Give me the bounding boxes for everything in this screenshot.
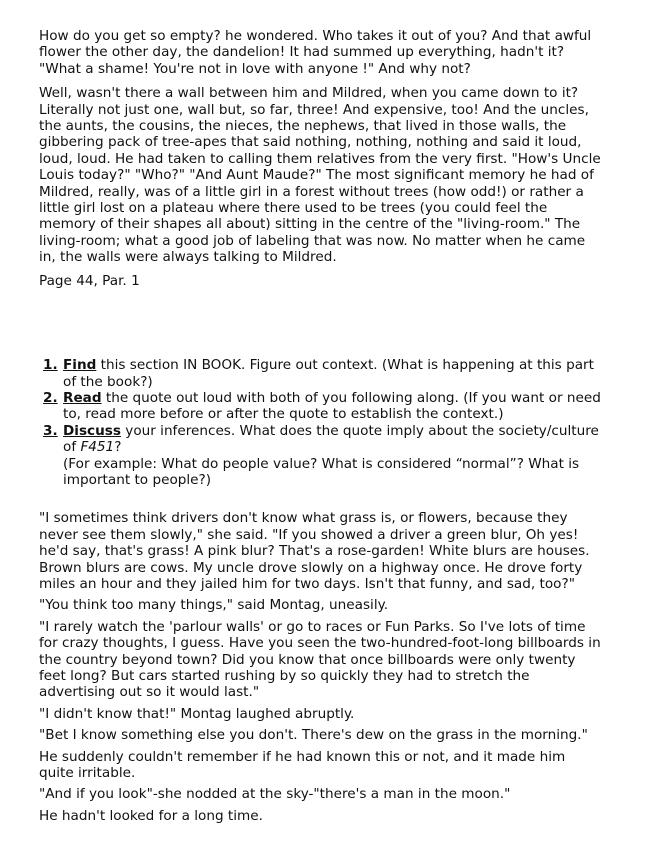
step-number: 1. [43,357,58,374]
step-text [63,390,629,423]
step-verb: Discuss [63,422,121,439]
step-number: 2. [43,389,58,406]
step-description: this section IN BOOK. Figure out context. (What is happening at this part of the book?) [63,357,594,390]
quote-paragraph-1: "I sometimes think drivers don't know what grass is, or flowers, because they never see them slowly," she said. "If you showed a driver a green blur, Oh yes! he'd say, that's grass! A pink blur? That's a rose-garden! White blurs are houses. Brown blurs are cows. My uncle drove slowly on a highway once. He drove forty miles an hour and they jailed him for two days. Isn't that funny, and sad, too?" [39,510,590,592]
instruction-step-1 [43,357,629,390]
page-reference: Page 44, Par. 1 [39,272,140,289]
quote-paragraph-8: He hadn't looked for a long time. [39,807,263,824]
quote-paragraph-4: "I didn't know that!" Montag laughed abruptly. [39,705,355,722]
step-description-end: ? [114,439,122,456]
step-text [63,357,629,390]
quote-paragraph-6: He suddenly couldn't remember if he had known this or not, and it made him quite irritable. [39,748,566,782]
quote-paragraph-5: "Bet I know something else you don't. There's dew on the grass in the morning." [39,727,588,744]
step-number: 3. [43,422,58,439]
instruction-list [43,357,629,488]
quote-paragraph-3: "I rarely watch the 'parlour walls' or go to races or Fun Parks. So I've lots of time for crazy thoughts, I guess. Have you seen the two-hundred-foot-long billboards in the country beyond town? Did you know that once billboards were only twenty feet long? But cars started rushing by so quickly they had to stretch the advertising out so it would last." [39,618,601,701]
instruction-step-3 [43,423,629,489]
quote-paragraph-2: "You think too many things," said Montag, uneasily. [39,597,389,614]
book-title: F451 [80,439,115,456]
step-verb: Find [63,357,97,374]
step-text [63,423,629,489]
passage-paragraph-2: Well, wasn't there a wall between him and Mildred, when you came down to it? Literally not just one, wall but, so far, three! And expensive, too! And the uncles, the aunts, the cousins, the nieces, the nephews, that lived in those walls, the gibbering pack of tree-apes that said nothing, nothing, nothing and said it loud, loud, loud. He had taken to calling them relatives from the very first. "How's Uncle Louis today?" "Who?" "And Aunt Maude?" The most significant memory he had of Mildred, really, was of a little girl in a forest without trees (how odd!) or rather a little girl lost on a plateau where there used to be trees (you could feel the memory of their shapes all about) sitting in the centre of the "living-room." The living-room; what a good job of labeling that was now. No matter when he came in, the walls were always talking to Mildred. [39,85,601,266]
passage-paragraph-1: How do you get so empty? he wondered. Who takes it out of you? And that awful flower the other day, the dandelion! It had summed up everything, hadn't it? "What a shame! You're not in love with anyone !" And why not? [39,28,592,77]
quote-section [39,510,629,824]
step-verb: Read [63,389,102,406]
document-page [39,28,629,829]
instruction-step-2 [43,390,629,423]
step-example: (For example: What do people value? What is considered “normal”? What is important to people?) [63,455,580,488]
step-description: your inferences. What does the quote imply about the society/culture of [63,422,599,456]
quote-paragraph-7: "And if you look"-she nodded at the sky-"there's a man in the moon." [39,786,511,803]
step-description: the quote out loud with both of you following along. (If you want or need to, read more before or after the quote to establish the context.) [63,389,601,423]
